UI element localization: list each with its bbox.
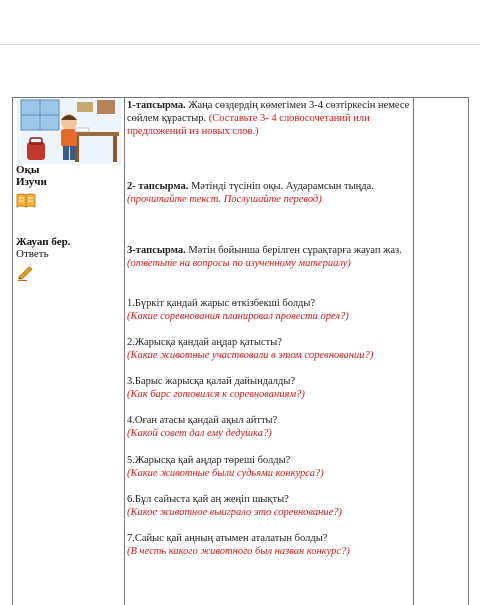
column-divider xyxy=(124,97,125,605)
column-divider xyxy=(468,97,469,605)
question-6 xyxy=(127,493,411,519)
pencil-icon xyxy=(17,266,34,281)
task-3-kz: Мәтін бойынша берілген сұрақтарға жауап жаз. xyxy=(185,245,402,256)
task-2-title: 2- тапсырма. xyxy=(127,181,189,192)
question-6-ru: (Какое животное выиграло это соревнование?) xyxy=(127,507,343,518)
task-2 xyxy=(127,180,411,206)
question-2-ru: (Какие животные участвовали в этом соревновании?) xyxy=(127,350,374,361)
task-3-title: 3-тапсырма. xyxy=(127,245,186,256)
book-icon xyxy=(16,193,36,208)
question-3-ru: (Как барс готовился к соревнованиям?) xyxy=(127,389,305,400)
question-7-ru: (В честь какого животного был назван конкурс?) xyxy=(127,546,350,557)
task-1-ru: (Составьте 3- 4 словосочетаний или предложений из новых слов.) xyxy=(127,113,370,137)
column-divider xyxy=(413,97,414,605)
question-4-kz: 4.Оған атасы қандай ақыл айтты? xyxy=(127,415,278,426)
answer-label-kz: Жауап бер. xyxy=(16,236,71,248)
answer-label-ru: Ответь xyxy=(16,248,49,260)
task-1-title: 1-тапсырма. xyxy=(127,100,186,111)
question-5 xyxy=(127,454,411,480)
question-5-ru: (Какие животные были судьями конкурса?) xyxy=(127,468,324,479)
question-2-kz: 2.Жарысқа қандай аңдар қатысты? xyxy=(127,337,282,348)
read-label-ru: Изучи xyxy=(16,176,47,188)
task-2-ru: (прочитайте текст. Послушайте перевод) xyxy=(127,194,322,205)
question-3-kz: 3.Барыс жарысқа қалай дайындалды? xyxy=(127,376,296,387)
top-bar xyxy=(0,0,480,45)
question-1-kz: 1.Бүркіт қандай жарыс өткізбекші болды? xyxy=(127,298,316,309)
task-3 xyxy=(127,244,411,270)
question-4 xyxy=(127,414,411,440)
task-1-kz: Жаңа сөздердің көмегімен 3-4 сөзтіркесін немесе сөйлем құрастыр. xyxy=(127,100,410,124)
question-4-ru: (Какой совет дал ему дедушка?) xyxy=(127,428,272,439)
student-reading-illustration xyxy=(17,98,121,164)
task-1 xyxy=(127,99,411,138)
read-label-kz: Оқы xyxy=(16,164,40,176)
question-7-kz: 7.Сайыс қай аңның атымен аталатын болды? xyxy=(127,533,328,544)
question-1 xyxy=(127,297,411,323)
task-3-ru: (ответьте на вопросы по изученному материалу) xyxy=(127,258,351,269)
question-5-kz: 5.Жарысқа қай аңдар төреші болды? xyxy=(127,455,291,466)
question-2 xyxy=(127,336,411,362)
question-6-kz: 6.Бұл сайыста қай аң жеңіп шықты? xyxy=(127,494,289,505)
task-2-kz: Мәтінді түсініп оқы. Аударамсын тыңда. xyxy=(188,181,374,192)
question-3 xyxy=(127,375,411,401)
question-7 xyxy=(127,532,411,558)
question-1-ru: (Какие соревнования планировал провести орел?) xyxy=(127,311,349,322)
